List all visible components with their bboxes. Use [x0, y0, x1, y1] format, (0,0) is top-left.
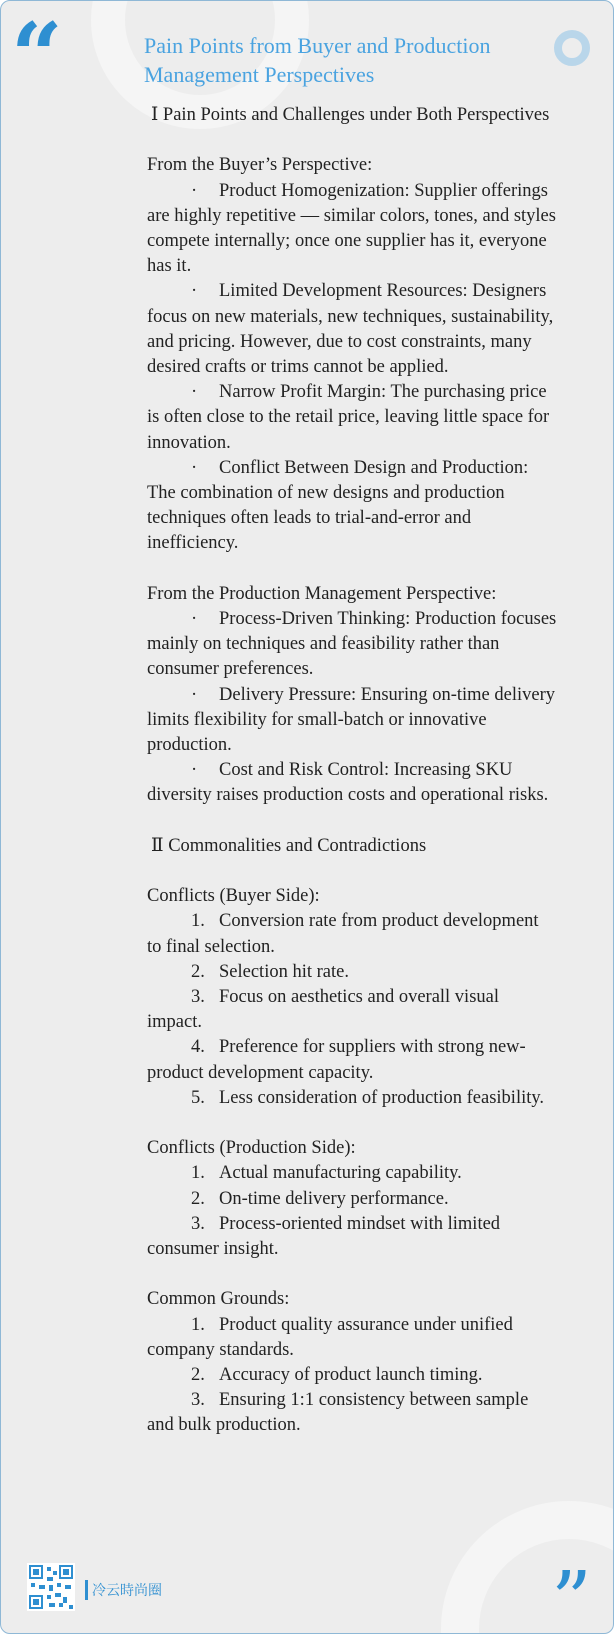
list-item: · Narrow Profit Margin: The purchasing price is often close to the retail price, leaving little space for innovation. — [147, 382, 550, 453]
ring-icon — [554, 30, 590, 66]
numbered-item: 2. Selection hit rate. — [191, 961, 349, 982]
close-quote-icon: ” — [551, 1554, 592, 1634]
list-item: · Cost and Risk Control: Increasing SKU diversity raises production costs and operational risks. — [147, 760, 549, 806]
bullet-icon: · — [191, 760, 198, 781]
numbered-item: 2. Accuracy of product launch timing. — [191, 1365, 483, 1386]
logo-text: 冷云時尚圈 — [92, 1583, 162, 1599]
article-body — [147, 103, 557, 1439]
production-conflicts-heading: Conflicts (Production Side): — [147, 1138, 356, 1159]
list-item: · Conflict Between Design and Production: The combination of new designs and production techniques often leads to trial-and-error and inefficiency. — [147, 457, 529, 554]
buyer-heading: From the Buyer’s Perspective: — [147, 155, 373, 176]
numbered-item: 3. Ensuring 1:1 consistency between sample and bulk production. — [147, 1390, 529, 1436]
numbered-item: 3. Focus on aesthetics and overall visual impact. — [147, 987, 500, 1033]
bullet-icon: · — [191, 609, 198, 630]
list-item: · Delivery Pressure: Ensuring on-time delivery limits flexibility for small-batch or innovative production. — [147, 684, 555, 756]
open-quote-icon: “ — [11, 3, 63, 109]
section-heading: Ⅰ Pain Points and Challenges under Both Perspectives — [151, 105, 550, 125]
numbered-item: 5. Less consideration of production feasibility. — [191, 1087, 545, 1108]
page-title: Pain Points from Buyer and Production Management Perspectives — [144, 33, 491, 87]
numbered-item: 1. Product quality assurance under unified company standards. — [147, 1314, 513, 1360]
bullet-icon: · — [191, 281, 198, 302]
list-item: · Limited Development Resources: Designers focus on new materials, new techniques, sustainability, and pricing. However, due to cost constraints, many desired crafts or trims cannot be applied. — [147, 281, 554, 378]
logo-bar — [85, 1580, 88, 1600]
section-heading: Ⅱ Commonalities and Contradictions — [151, 835, 427, 856]
qr-code-icon[interactable] — [27, 1563, 75, 1611]
numbered-item: 1. Conversion rate from product development to final selection. — [147, 911, 539, 957]
bullet-icon: · — [191, 180, 198, 201]
bullet-icon: · — [191, 457, 198, 478]
numbered-item: 2. On-time delivery performance. — [191, 1188, 449, 1209]
brand-logo — [85, 1579, 162, 1601]
numbered-item: 4. Preference for suppliers with strong new-product development capacity. — [147, 1037, 526, 1083]
numbered-item: 1. Actual manufacturing capability. — [191, 1163, 462, 1184]
common-grounds-heading: Common Grounds: — [147, 1289, 290, 1310]
numbered-item: 3. Process-oriented mindset with limited consumer insight. — [147, 1213, 501, 1260]
production-heading: From the Production Management Perspective: — [147, 583, 497, 604]
bullet-icon: · — [191, 382, 198, 403]
list-item: · Product Homogenization: Supplier offerings are highly repetitive — similar colors, tones, and styles compete internally; once one supplier has it, everyone has it. — [147, 180, 556, 277]
list-item: · Process-Driven Thinking: Production focuses mainly on techniques and feasibility rather than consumer preferences. — [147, 609, 557, 680]
bullet-icon: · — [191, 684, 198, 705]
buyer-conflicts-heading: Conflicts (Buyer Side): — [147, 886, 320, 907]
